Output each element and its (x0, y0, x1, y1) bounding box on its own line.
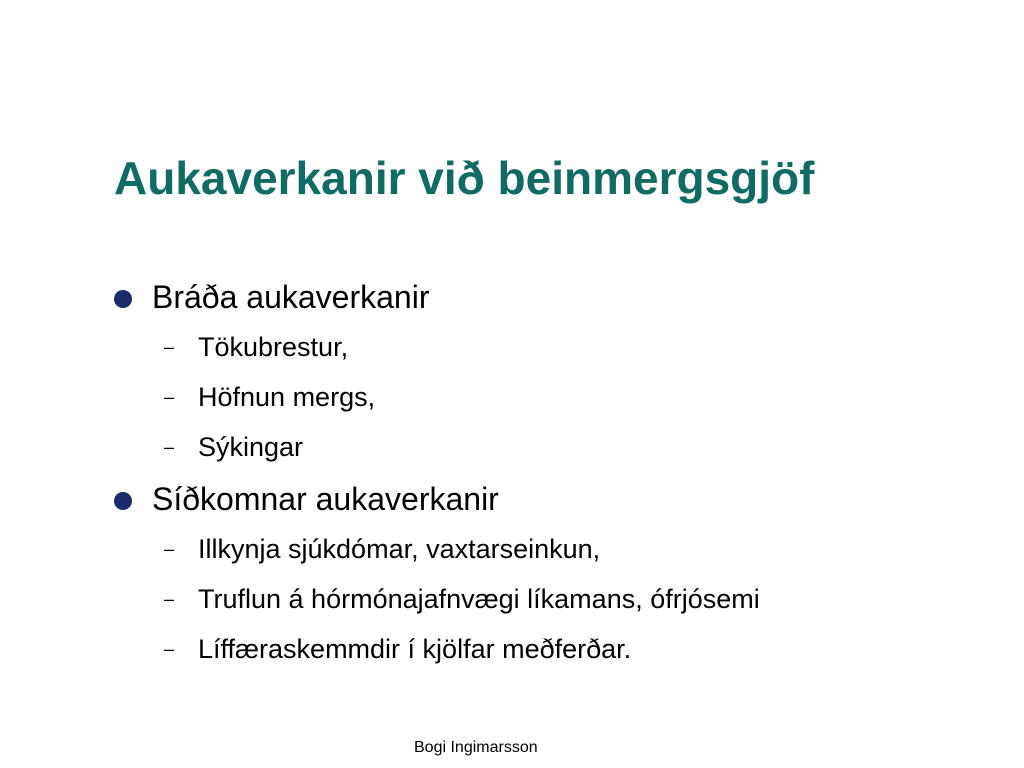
sub-bullet-label: Sýkingar (198, 432, 304, 462)
sub-bullet-item (114, 524, 994, 574)
bullet-item (114, 272, 994, 472)
sub-bullet-item (114, 372, 994, 422)
dash-icon: – (164, 437, 175, 457)
sub-bullet-item (114, 624, 994, 674)
footer-author: Bogi Ingimarsson (414, 739, 538, 756)
sub-bullet-item (114, 574, 994, 624)
dash-icon: – (164, 589, 175, 609)
slide-title: Aukaverkanir við beinmergsgjöf (114, 152, 815, 204)
sub-bullet-label: Truflun á hórmónajafnvægi líkamans, ófrjósemi (198, 584, 760, 614)
sub-bullet-item (114, 422, 994, 472)
sub-bullet-label: Höfnun mergs, (198, 382, 376, 412)
sub-bullet-list (114, 524, 994, 674)
bullet-row (114, 272, 994, 322)
bullet-item (114, 474, 994, 674)
bullet-dot-icon (114, 290, 132, 308)
bullet-label: Bráða aukaverkanir (152, 279, 430, 315)
sub-bullet-label: Tökubrestur, (198, 332, 349, 362)
sub-bullet-label: Líffæraskemmdir í kjölfar meðferðar. (198, 634, 632, 664)
dash-icon: – (164, 337, 175, 357)
dash-icon: – (164, 539, 175, 559)
bullet-dot-icon (114, 492, 132, 510)
sub-bullet-label: Illkynja sjúkdómar, vaxtarseinkun, (198, 534, 601, 564)
dash-icon: – (164, 639, 175, 659)
bullet-list (114, 272, 994, 674)
bullet-row (114, 474, 994, 524)
bullet-label: Síðkomnar aukaverkanir (152, 481, 499, 517)
sub-bullet-item (114, 322, 994, 372)
sub-bullet-list (114, 322, 994, 472)
dash-icon: – (164, 387, 175, 407)
